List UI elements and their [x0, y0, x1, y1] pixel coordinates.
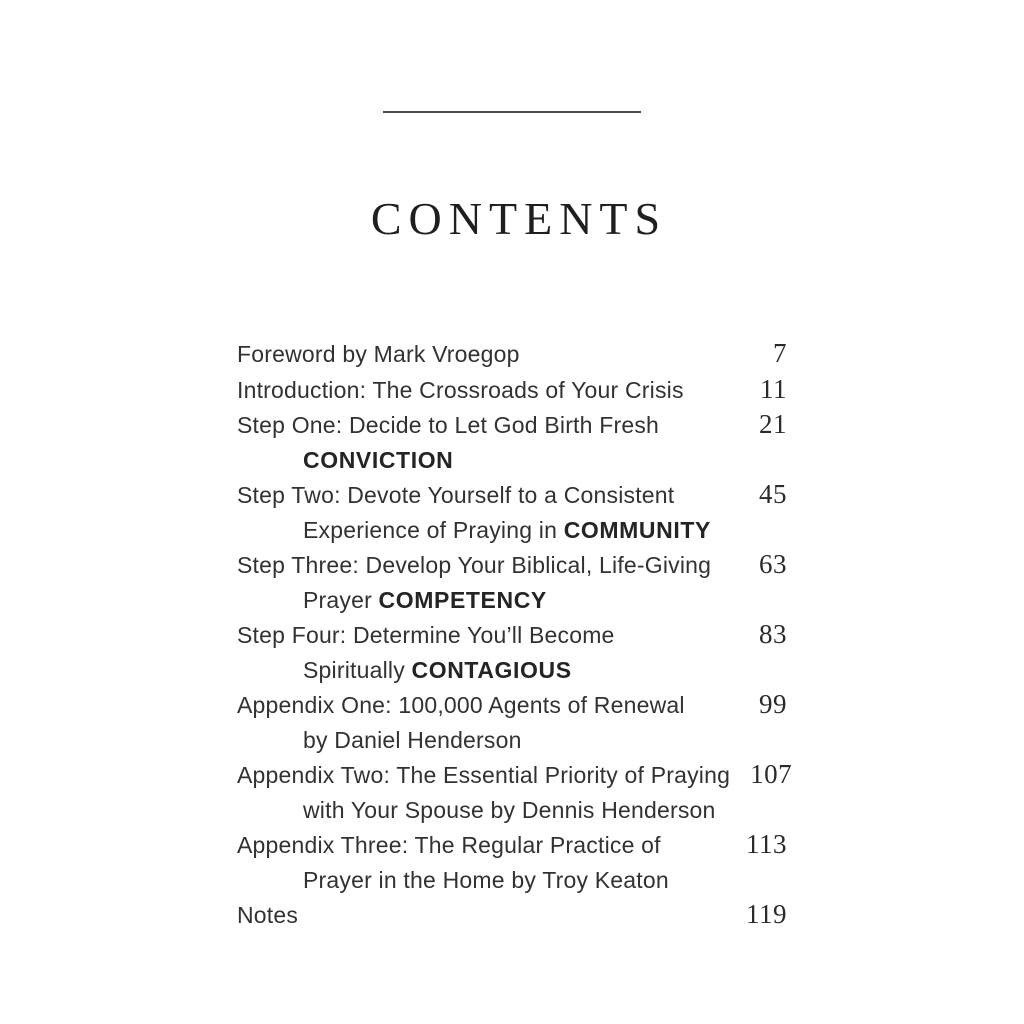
toc-text-segment: with Your Spouse by Dennis Henderson [303, 796, 716, 823]
page-title: CONTENTS [370, 193, 668, 244]
toc-entry [237, 407, 787, 477]
toc-entry-title-line [237, 547, 787, 583]
toc-text-segment: Appendix One: 100,000 Agents of Renewal [237, 692, 685, 718]
toc-text-segment: Notes [237, 902, 299, 928]
toc-page-number: 11 [760, 373, 787, 404]
toc-page-number: 45 [759, 479, 787, 509]
toc-entry-text [303, 867, 669, 893]
toc-entry-text [237, 373, 684, 408]
toc-text-segment: Introduction: The Crossroads of Your Crisis [237, 376, 684, 403]
toc-text-segment: Foreword by Mark Vroegop [237, 341, 520, 367]
toc-entry [237, 547, 787, 617]
toc-entry [237, 827, 787, 897]
toc-entry-text [237, 688, 685, 723]
toc-keyword-bold: COMMUNITY [563, 516, 711, 543]
toc-entry [237, 617, 787, 687]
toc-entry-title-line [237, 372, 787, 408]
toc-entry-continuation-line [237, 653, 787, 688]
toc-page-number: 63 [759, 549, 787, 579]
toc-entry-continuation-line [237, 723, 787, 758]
toc-entry-text [237, 337, 520, 372]
toc-entry-text [237, 828, 661, 863]
toc-entry-text [303, 727, 522, 753]
toc-entry-text [237, 898, 298, 933]
toc-text-segment: by Daniel Henderson [303, 726, 522, 753]
toc-list [237, 336, 793, 933]
toc-entry-text [303, 517, 711, 543]
toc-entry-text [237, 618, 615, 653]
toc-entry-title-line [237, 827, 787, 863]
toc-page-number: 99 [759, 689, 787, 719]
toc-entry-text [303, 797, 716, 823]
toc-entry-text [303, 587, 547, 613]
toc-entry-title-line [237, 407, 787, 443]
toc-text-segment: Spiritually [303, 656, 412, 683]
toc-text-segment: Step Four: Determine You’ll Become [237, 622, 615, 648]
toc-entry-text [237, 478, 674, 513]
toc-text-segment: Step One: Decide to Let God Birth Fresh [237, 412, 660, 438]
toc-entry-text [303, 447, 453, 473]
toc-entry [237, 477, 787, 547]
toc-entry-continuation-line [237, 793, 787, 828]
toc-text-segment: Prayer in the Home by Troy Keaton [303, 866, 669, 893]
toc-text-segment: Appendix Three: The Regular Practice of [237, 832, 661, 858]
toc-entry-title-line [237, 897, 787, 933]
toc-page-number: 119 [746, 899, 787, 929]
toc-entry [237, 897, 787, 933]
toc-entry [237, 687, 787, 757]
toc-entry-title-line [237, 477, 787, 513]
toc-entry-text [237, 548, 711, 583]
toc-text-segment: Step Three: Develop Your Biblical, Life-Giving [237, 552, 712, 578]
toc-entry [237, 336, 787, 372]
toc-entry-text [237, 758, 730, 793]
toc-entry [237, 757, 793, 827]
toc-page-number: 21 [759, 409, 787, 439]
toc-text-segment: Appendix Two: The Essential Priority of Praying [237, 762, 731, 788]
toc-entry-continuation-line [237, 443, 787, 478]
toc-entry-continuation-line [237, 863, 787, 898]
toc-entry-text [237, 408, 659, 443]
toc-page-number: 113 [746, 829, 787, 859]
toc-entry-continuation-line [237, 513, 787, 548]
toc-entry [237, 372, 787, 408]
toc-text-segment: Experience of Praying in [303, 516, 564, 543]
toc-text-segment: Prayer [303, 586, 379, 613]
toc-keyword-bold: CONTAGIOUS [411, 656, 572, 683]
toc-entry-title-line [237, 617, 787, 653]
decorative-rule [383, 111, 641, 113]
toc-page-number: 107 [750, 759, 793, 789]
toc-keyword-bold: COMPETENCY [378, 586, 547, 613]
toc-entry-text [303, 657, 572, 683]
toc-page-number: 83 [759, 619, 787, 649]
toc-keyword-bold: CONVICTION [303, 446, 454, 473]
toc-entry-title-line [237, 687, 787, 723]
toc-entry-title-line [237, 336, 787, 372]
toc-text-segment: Step Two: Devote Yourself to a Consistent [237, 482, 675, 508]
toc-page-number: 7 [773, 338, 787, 368]
toc-entry-title-line [237, 757, 793, 793]
toc-entry-continuation-line [237, 583, 787, 618]
